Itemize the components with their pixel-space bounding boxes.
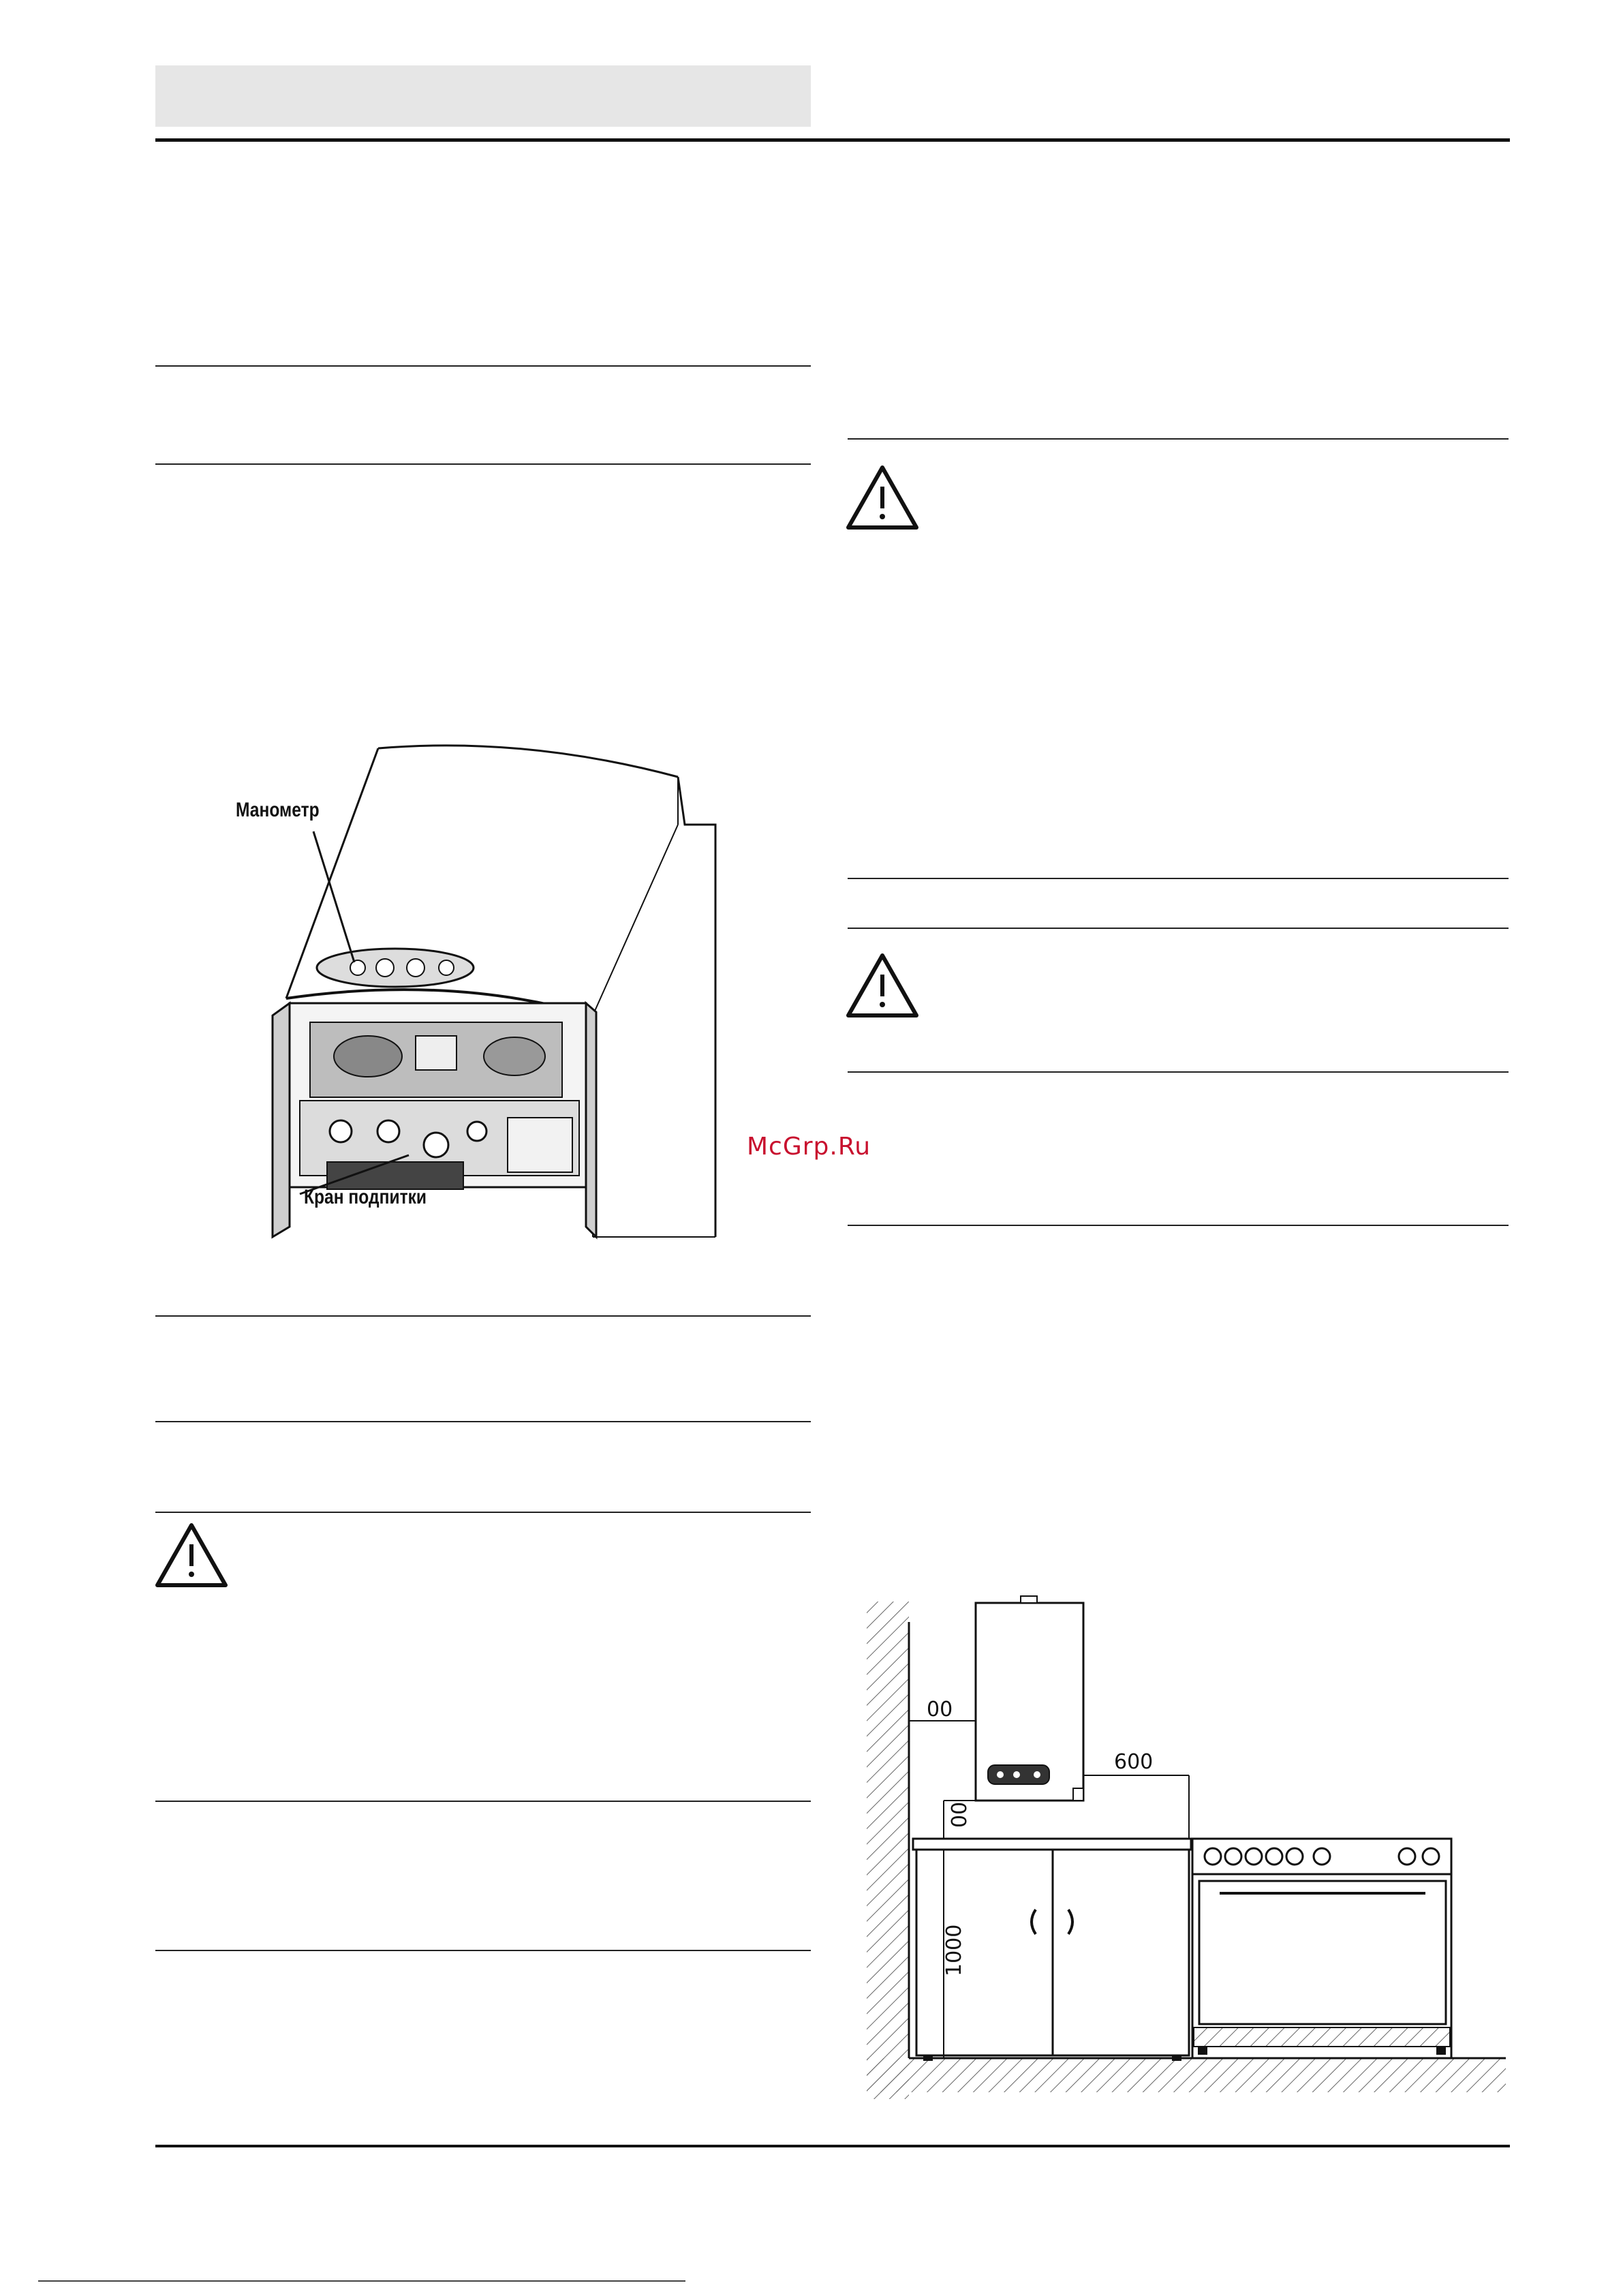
label-fill-tap: Кран подпитки [304,1186,427,1208]
section-rule [155,1801,811,1802]
section-rule [155,1315,811,1317]
warning-triangle-icon [154,1521,229,1589]
watermark: McGrp.Ru [747,1133,871,1161]
section-rule [848,438,1509,440]
dim-side-gap: 00 [927,1698,953,1721]
dim-stove-gap: 600 [1114,1750,1154,1774]
warning-triangle-icon [845,463,920,532]
installation-diagram [852,1581,1506,2099]
section-rule [848,1225,1509,1226]
bottom-edge-rule [38,2280,685,2282]
section-rule [155,463,811,465]
boiler-figure [225,736,743,1254]
installation-figure [852,1581,1506,2099]
section-rule [848,928,1509,929]
warning-triangle-icon [845,951,920,1020]
section-rule [155,1512,811,1513]
section-rule [848,1071,1509,1073]
label-manometer: Манометр [236,799,320,821]
section-rule [848,878,1509,879]
section-rule [155,1950,811,1951]
section-rule [155,1421,811,1422]
dim-vertical-gap: 00 [948,1801,972,1828]
header-rule [155,138,1510,142]
section-rule [155,365,811,367]
header-bar [155,65,811,127]
dim-height: 1000 [942,1924,966,1976]
footer-rule [155,2145,1510,2147]
